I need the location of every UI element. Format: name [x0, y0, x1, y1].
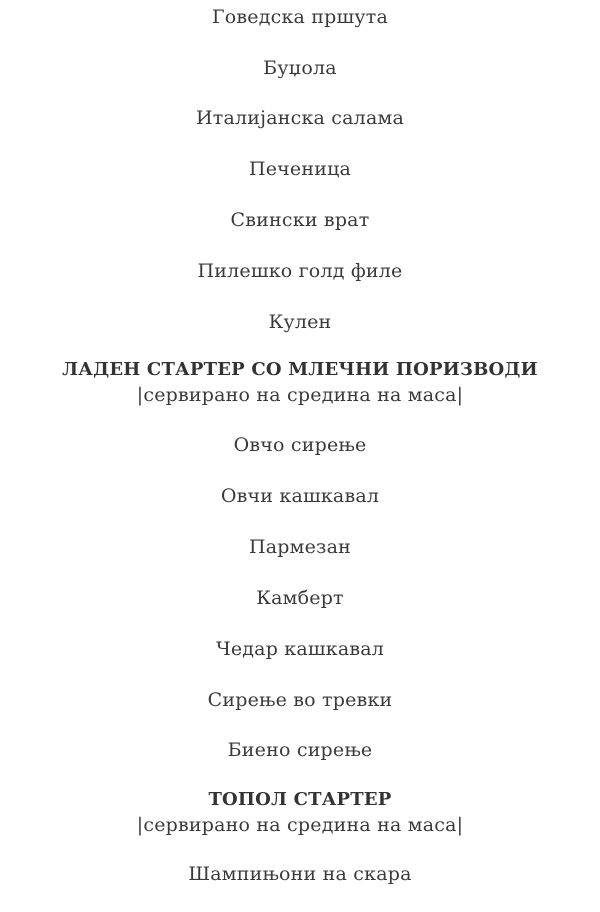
menu-item: Буџола	[263, 57, 337, 79]
section-title-dairy: ЛАДЕН СТАРТЕР СО МЛЕЧНИ ПОРИЗВОДИ	[62, 359, 538, 380]
menu-item: Пармезан	[248, 536, 352, 558]
menu-item: Кулен	[268, 311, 332, 333]
menu-item: Печеница	[248, 158, 352, 180]
menu-item: Говедска пршута	[211, 6, 389, 28]
section-title-warm: ТОПОЛ СТАРТЕР	[208, 789, 392, 810]
menu-item: Свински врат	[230, 209, 370, 231]
menu-item: Сирење во тревки	[207, 689, 393, 711]
menu-item: Овчи кашкавал	[220, 485, 380, 507]
section-subtitle-warm: |сервирано на средина на маса|	[136, 814, 464, 836]
menu-item: Пилешко голд филе	[197, 260, 403, 282]
menu-item: Камберт	[256, 587, 344, 609]
menu-item: Шампињони на скара	[188, 863, 412, 885]
menu-item: Овчо сирење	[233, 434, 367, 456]
menu-item: Италијанска салама	[196, 107, 404, 129]
menu-item: Биено сирење	[227, 739, 373, 761]
section-subtitle-dairy: |сервирано на средина на маса|	[136, 384, 464, 406]
menu-item: Чедар кашкавал	[215, 638, 385, 660]
